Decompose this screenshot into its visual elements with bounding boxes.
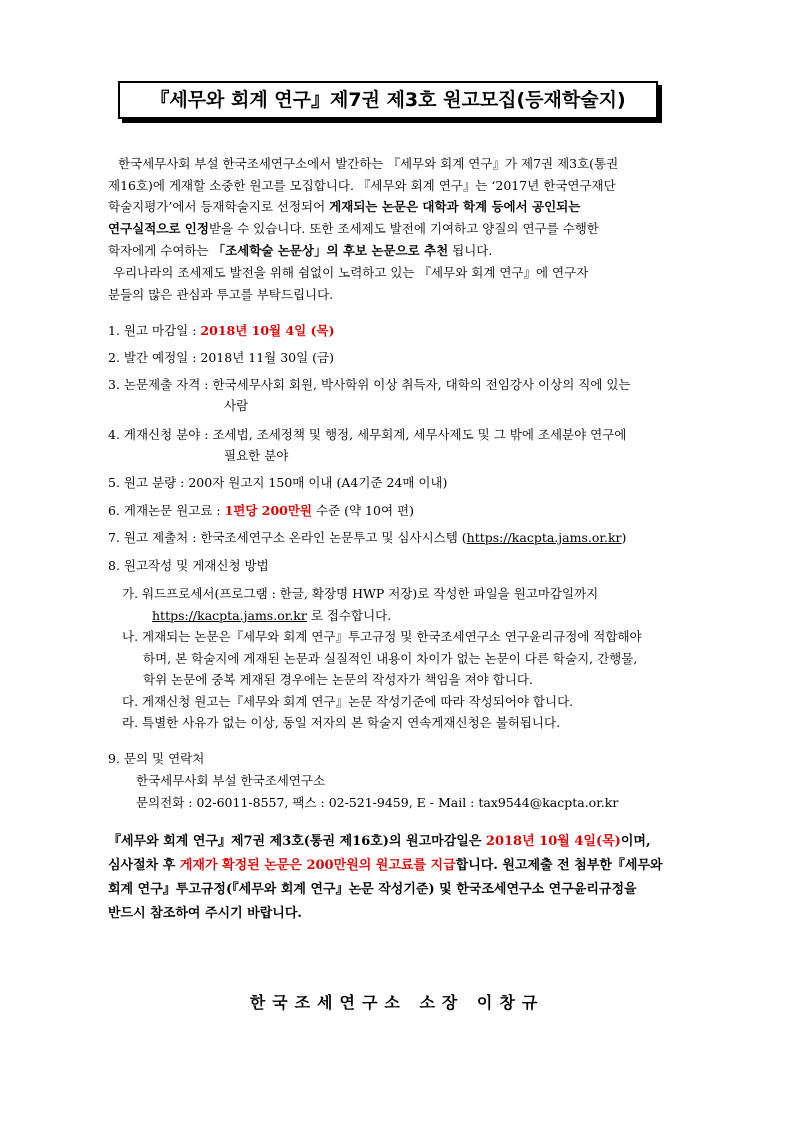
closing-line-1a: 『세무와 회계 연구』제7권 제3호(통권 제16호)의 원고마감일은 [108, 834, 486, 849]
intro-line-6: 우리나라의 조세제도 발전을 위해 쉼없이 노력하고 있는 『세무와 회계 연구』에 연구자 [113, 265, 589, 280]
method-ga-line-1: 가. 워드프로세서(프로그램 : 한글, 확장명 HWP 저장)로 작성한 파일을 원고마감일까지 [122, 586, 599, 601]
method-na-line-2: 하며, 본 학술지에 게재된 논문과 실질적인 내용이 차이가 없는 논문이 다른 학술지, 간행물, [143, 651, 638, 666]
item-fields: 4. 게재신청 분야 : 조세법, 조세정책 및 행정, 세무회계, 세무사제도 및 그 밖에 조세분야 연구에 [108, 427, 627, 442]
page-title: 『세무와 회계 연구』제7권 제3호 원고모집(등재학술지) [150, 89, 626, 111]
contact-info: 문의전화 : 02-6011-8557, 팩스 : 02-521-9459, E - Mail : tax9544@kacpta.or.kr [136, 795, 619, 810]
closing-line-2c: 합니다. 원고제출 전 첨부한『세무와 [455, 858, 663, 873]
closing-fee-notice: 게재가 확정된 논문은 200만원의 원고료를 지급 [179, 858, 456, 873]
item-eligibility-cont: 사람 [224, 398, 249, 413]
signature: 한국조세연구소 소장 이창규 [249, 993, 545, 1012]
closing-line-1c: 이며, [620, 834, 651, 849]
item-deadline-value: 2018년 10월 4일 (목) [200, 323, 335, 338]
intro-line-7: 분들의 많은 관심과 투고를 부탁드립니다. [108, 287, 334, 302]
item-submission [108, 530, 626, 546]
item-contact: 9. 문의 및 연락처 [108, 751, 205, 766]
method-na-line-3: 학위 논문에 중복 게재된 경우에는 논문의 작성자가 책임을 져야 합니다. [143, 672, 533, 687]
method-ga-link[interactable]: https://kacpta.jams.or.kr [152, 608, 307, 623]
method-ra-line: 라. 특별한 사유가 없는 이상, 동일 저자의 본 학술지 연속게재신청은 불허됩니다. [122, 715, 561, 730]
closing-line-2a: 심사절차 후 [108, 858, 180, 873]
contact-org: 한국세무사회 부설 한국조세연구소 [136, 773, 326, 788]
intro-line-3 [108, 199, 580, 215]
item-fee [108, 503, 414, 519]
item-submission-end: ) [621, 530, 627, 545]
intro-line-5c: 됩니다. [448, 243, 493, 258]
closing-line-4: 반드시 참조하여 주시기 바랍니다. [108, 906, 302, 921]
closing-line-2 [108, 858, 663, 874]
item-fee-rest: 수준 (약 10여 편) [312, 503, 414, 518]
closing-line-1 [108, 834, 650, 850]
intro-line-1: 한국세무사회 부설 한국조세연구소에서 발간하는 『세무와 회계 연구』가 제7권 제3호(통권 [118, 156, 619, 171]
item-fields-cont: 필요한 분야 [224, 448, 289, 463]
intro-line-3-bold: 게재되는 논문은 대학과 학계 등에서 공인되는 [329, 199, 581, 214]
item-fee-value: 1편당 200만원 [224, 503, 313, 518]
closing-line-3: 회계 연구』투고규정(『세무와 회계 연구』논문 작성기준) 및 한국조세연구소 연구윤리규정을 [108, 882, 637, 897]
intro-line-2: 제16호)에 게재할 소중한 원고를 모집합니다. 『세무와 회계 연구』는 ‘2017년 한국연구재단 [108, 178, 616, 193]
method-da-line: 다. 게재신청 원고는『세무와 회계 연구』논문 작성기준에 따라 작성되어야 합니다. [122, 694, 574, 709]
item-deadline-label: 1. 원고 마감일 : [108, 323, 201, 338]
item-fee-label: 6. 게재논문 원고료 : [108, 503, 225, 518]
item-deadline [108, 323, 335, 339]
intro-line-5 [108, 243, 492, 259]
method-na-line-1: 나. 게재되는 논문은『세무와 회계 연구』투고규정 및 한국조세연구소 연구윤리규정에 적합해야 [122, 629, 642, 644]
submission-link[interactable]: https://kacpta.jams.or.kr [466, 530, 622, 545]
intro-line-4b: 받을 수 있습니다. 또한 조세제도 발전에 기여하고 양질의 연구를 수행한 [208, 221, 599, 236]
intro-line-4 [108, 221, 599, 237]
item-publish-date: 2. 발간 예정일 : 2018년 11월 30일 (금) [108, 350, 335, 365]
title-box [118, 81, 658, 119]
method-ga-line-2 [152, 608, 391, 624]
intro-line-3a: 학술지평가’에서 등재학술지로 선정되어 [108, 199, 330, 214]
item-length: 5. 원고 분량 : 200자 원고지 150매 이내 (A4기준 24매 이내) [108, 475, 448, 490]
closing-deadline: 2018년 10월 4일(목) [485, 834, 621, 849]
intro-line-5a: 학자에게 수여하는 [108, 243, 213, 258]
method-ga-rest: 로 접수합니다. [306, 608, 392, 623]
item-method: 8. 원고작성 및 게재신청 방법 [108, 558, 269, 573]
intro-line-5-bold: 「조세학술 논문상」의 후보 논문으로 추천 [212, 243, 449, 258]
item-submission-label: 7. 원고 제출처 : 한국조세연구소 온라인 논문투고 및 심사시스템 ( [108, 530, 467, 545]
item-eligibility: 3. 논문제출 자격 : 한국세무사회 회원, 박사학위 이상 취득자, 대학의 전임강사 이상의 직에 있는 [108, 377, 631, 392]
intro-line-4-bold: 연구실적으로 인정 [108, 221, 209, 236]
